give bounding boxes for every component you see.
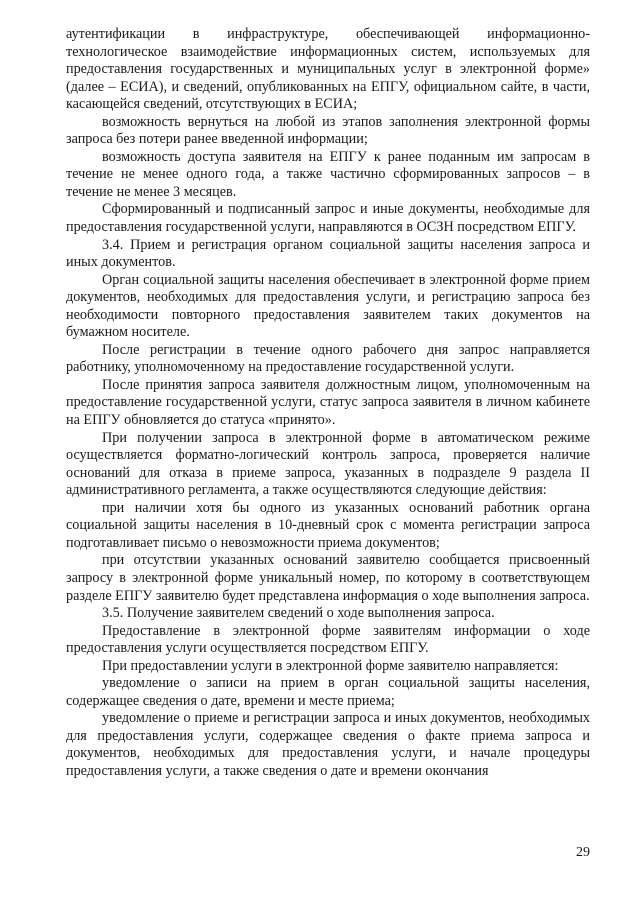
paragraph-after-registration: После регистрации в течение одного рабочего дня запрос направляется работнику, уполномоченному на предоставление государственной услуги. — [66, 341, 590, 376]
paragraph-unique-number: при отсутствии указанных оснований заявителю сообщается присвоенный запросу в электронной форме уникальный номер, по которому в соответствующем разделе ЕПГУ заявителю будет представлена информация о ходе выполнения запроса. — [66, 552, 590, 604]
document-body — [66, 26, 590, 781]
paragraph-registration-notice: уведомление о приеме и регистрации запроса и иных документов, необходимых для предоставления услуги, содержащее сведения о факте приема запроса и документов, необходимых для предоставления услуги, и начале процедуры предоставления услуги, а также сведения о дате и времени окончания — [66, 710, 590, 779]
paragraph-format-logic-control: При получении запроса в электронной форме в автоматическом режиме осуществляется форматно-логический контроль запроса, проверяется наличие оснований для отказа в приеме запроса, указанных в подразделе 9 раздела II административного регламента, а также осуществляются следующие действия: — [66, 429, 590, 499]
page-number: 29 — [576, 845, 590, 860]
paragraph-notifications-sent: При предоставлении услуги в электронной форме заявителю направляется: — [102, 657, 559, 674]
paragraph-esia-authentication: аутентификации в инфраструктуре, обеспечивающей информационно-технологическое взаимодействие информационных систем, используемых для предоставления государственных и муниципальных услуг в электронной форме» (далее – ЕСИА), и сведений, опубликованных на ЕПГУ, официальном сайте, в части, касающейся сведений, отсутствующих в ЕСИА; — [66, 26, 590, 113]
paragraph-status-accepted: После принятия запроса заявителя должностным лицом, уполномоченным на предоставление государственной услуги, статус запроса заявителя в личном кабинете на ЕПГУ обновляется до статуса «принято». — [66, 376, 590, 429]
section-heading-3-4: 3.4. Прием и регистрация органом социальной защиты населения запроса и иных документов. — [66, 236, 590, 271]
paragraph-organ-accepts-documents: Орган социальной защиты населения обеспечивает в электронной форме прием документов, необходимых для предоставления услуги, и регистрацию запроса без необходимости повторного предоставления заявителем таких документов на бумажном носителе. — [66, 271, 590, 341]
paragraph-appointment-notice: уведомление о записи на прием в орган социальной защиты населения, содержащее сведения о дате, времени и месте приема; — [66, 675, 590, 709]
paragraph-progress-info: Предоставление в электронной форме заявителям информации о ходе предоставления услуги осуществляется посредством ЕПГУ. — [66, 622, 590, 657]
paragraph-request-sent-oszn: Сформированный и подписанный запрос и иные документы, необходимые для предоставления государственной услуги, направляются в ОСЗН посредством ЕПГУ. — [66, 201, 590, 236]
section-heading-3-5: 3.5. Получение заявителем сведений о ходе выполнения запроса. — [102, 605, 495, 622]
paragraph-access-previous-requests: возможность доступа заявителя на ЕПГУ к ранее поданным им запросам в течение не менее одного года, а также частично сформированных запросов – в течение не менее 3 месяцев. — [66, 148, 590, 200]
paragraph-return-to-steps: возможность вернуться на любой из этапов заполнения электронной формы запроса без потери ранее введенной информации; — [66, 113, 590, 148]
paragraph-refusal-letter: при наличии хотя бы одного из указанных оснований работник органа социальной защиты населения в 10-дневный срок с момента регистрации запроса подготавливает письмо о невозможности приема документов; — [66, 499, 590, 551]
